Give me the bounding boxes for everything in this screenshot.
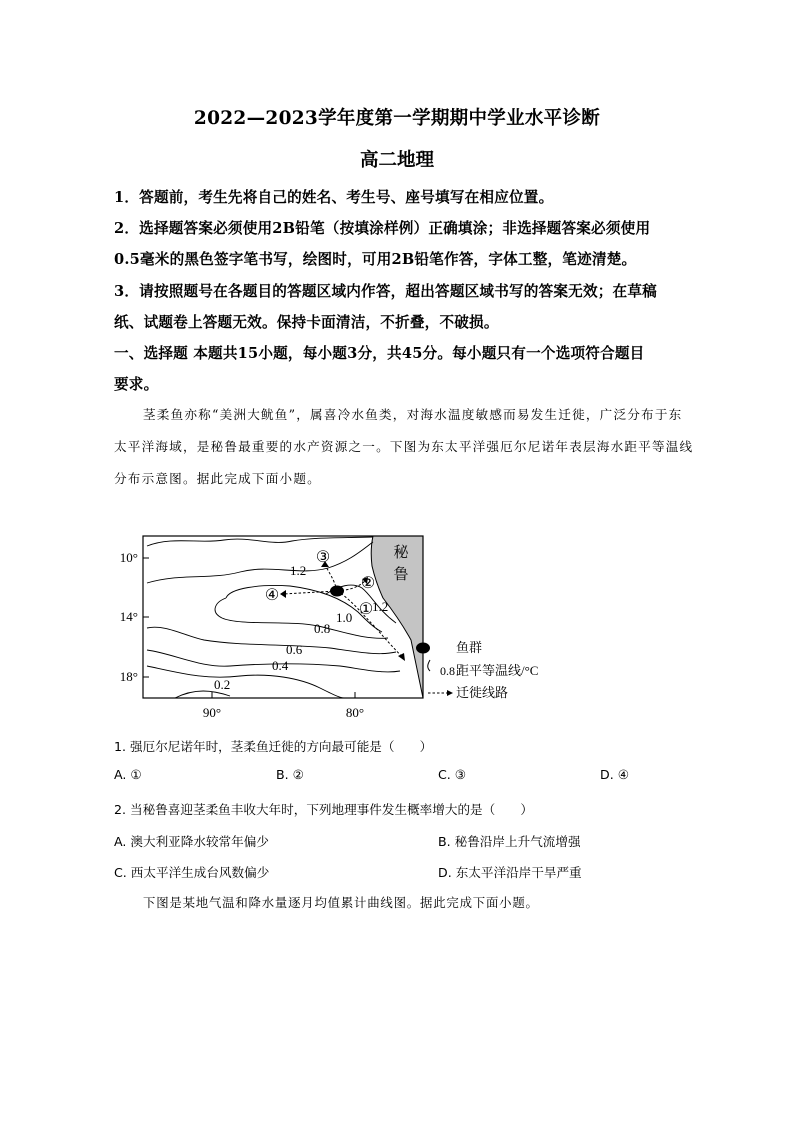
isotherm-0.4 [147, 666, 344, 698]
fish-school-marker [330, 586, 344, 597]
exam-title: 2022—2023学年度第一学期期中学业水平诊断 [193, 108, 601, 129]
question-2-option-a: A. 澳大利亚降水较常年偏少 [114, 834, 269, 849]
legend-route-arrowhead [447, 690, 453, 696]
isotherm-0.8 [147, 627, 396, 653]
question-2-stem: 2. 当秘鲁喜迎茎柔鱼丰收大年时，下列地理事件发生概率增大的是（ ） [114, 802, 534, 817]
legend-isotherm-value: 0.8 [440, 664, 455, 678]
question-2-option-c: C. 西太平洋生成台风数偏少 [114, 865, 270, 880]
question-1-option-c: C. ③ [438, 767, 467, 782]
isotherm-label-0.8: 0.8 [314, 621, 331, 636]
passage-line-1: 茎柔鱼亦称“美洲大鱿鱼”，属喜冷水鱼类，对海水温度敏感而易发生迁徙，广泛分布于东 [143, 407, 683, 422]
route-1-arrowhead [398, 653, 405, 661]
el-nino-isotherm-map [100, 528, 560, 720]
isotherm-label-0.4: 0.4 [272, 658, 289, 673]
exam-subject: 高二地理 [359, 150, 434, 171]
passage-line-3: 分布示意图。据此完成下面小题。 [114, 471, 321, 486]
legend-fish-symbol [416, 643, 430, 654]
passage-2: 下图是某地气温和降水量逐月均值累计曲线图。据此完成下面小题。 [143, 895, 539, 910]
section-heading-cont: 要求。 [114, 376, 159, 393]
question-1-option-d: D. ④ [600, 767, 629, 782]
question-2-option-b: B. 秘鲁沿岸上升气流增强 [438, 834, 581, 849]
route-marker-4: ④ [264, 587, 280, 604]
section-heading: 一、选择题 本题共15小题，每小题3分，共45分。每小题只有一个选项符合题目 [114, 345, 645, 362]
lon-label-90: 90° [202, 705, 222, 720]
isotherm-label-0.2: 0.2 [214, 677, 231, 692]
passage-line-2: 太平洋海域，是秘鲁最重要的水产资源之一。下图为东太平洋强厄尔尼诺年表层海水距平等温线 [114, 439, 694, 454]
legend-route-label: 迁徙线路 [456, 685, 509, 700]
question-1-stem: 1. 强厄尔尼诺年时，茎柔鱼迁徙的方向最可能是（ ） [114, 739, 433, 754]
isotherm-outer-1 [147, 537, 373, 546]
instruction-1: 1．答题前，考生先将自己的姓名、考生号、座号填写在相应位置。 [114, 189, 554, 206]
route-marker-1: ① [358, 601, 374, 618]
route-marker-2: ② [360, 575, 376, 592]
map-legend [416, 640, 538, 700]
legend-isotherm-label: 距平等温线/°C [456, 663, 539, 678]
question-2-option-d: D. 东太平洋沿岸干旱严重 [438, 865, 582, 880]
route-4-arrowhead [280, 590, 286, 598]
isotherm-label-1.0: 1.0 [336, 610, 353, 625]
lat-label-10: 10° [119, 550, 138, 565]
country-label-2: 鲁 [393, 567, 409, 583]
isotherm-label-1.2: 1.2 [290, 563, 307, 578]
question-1-option-b: B. ② [276, 767, 304, 782]
instruction-3-cont: 纸、试题卷上答题无效。保持卡面清洁，不折叠，不破损。 [114, 314, 499, 331]
route-marker-3: ③ [315, 549, 331, 566]
country-label-1: 秘 [393, 545, 409, 561]
instruction-2: 2．选择题答案必须使用2B铅笔（按填涂样例）正确填涂；非选择题答案必须使用 [114, 220, 651, 237]
isotherm-0.2 [175, 691, 230, 698]
instruction-3: 3．请按照题号在各题目的答题区域内作答，超出答题区域书写的答案无效；在草稿 [114, 283, 657, 300]
instruction-2-cont: 0.5毫米的黑色签字笔书写，绘图时，可用2B铅笔作答，字体工整，笔迹清楚。 [114, 251, 637, 268]
isotherm-1.2-outer [147, 542, 373, 583]
lat-label-14: 14° [119, 609, 138, 624]
isotherm-label-1.2b: 1.2 [372, 599, 389, 614]
legend-fish-label: 鱼群 [456, 640, 483, 655]
lat-label-18: 18° [119, 669, 138, 684]
lon-label-80: 80° [345, 705, 365, 720]
isotherm-label-0.6: 0.6 [286, 642, 303, 657]
legend-isotherm-symbol [428, 660, 430, 671]
question-1-option-a: A. ① [114, 767, 142, 782]
